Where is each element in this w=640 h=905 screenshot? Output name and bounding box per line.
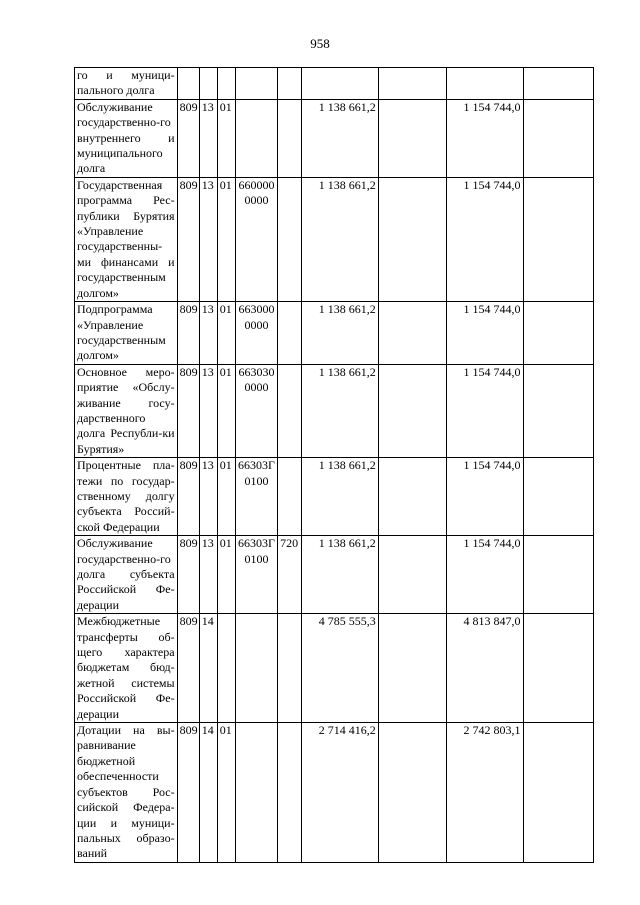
row-empty-cell [523, 614, 593, 723]
row-target-article [235, 723, 277, 863]
row-empty-cell [378, 68, 446, 100]
row-subsection-code: 01 [217, 723, 235, 863]
row-empty-cell [523, 68, 593, 100]
row-section-code: 13 [199, 302, 217, 365]
row-sum-year-2: 1 154 744,0 [447, 536, 523, 614]
row-empty-cell [378, 177, 446, 301]
row-expense-type: 720 [278, 536, 302, 614]
row-sum-year-1: 1 138 661,2 [302, 536, 378, 614]
row-section-code: 13 [199, 99, 217, 177]
table-row [75, 99, 594, 177]
row-section-code: 13 [199, 458, 217, 536]
row-sum-year-1: 1 138 661,2 [302, 458, 378, 536]
row-sum-year-2 [447, 68, 523, 100]
row-sum-year-2: 1 154 744,0 [447, 458, 523, 536]
page-number: 958 [310, 36, 330, 51]
row-name: Дотации на вы-равнивание бюджетной обеспеченности субъектов Рос-сийской Федера-ции и муници-пальных образо-ваний [75, 723, 178, 863]
row-sum-year-2: 2 742 803,1 [447, 723, 523, 863]
row-target-article [235, 614, 277, 723]
row-target-article [235, 68, 277, 100]
row-sum-year-1: 1 138 661,2 [302, 177, 378, 301]
row-expense-type [278, 364, 302, 457]
row-subsection-code: 01 [217, 536, 235, 614]
row-empty-cell [523, 364, 593, 457]
table-row [75, 614, 594, 723]
row-gl-code: 809 [177, 536, 199, 614]
row-subsection-code [217, 614, 235, 723]
row-empty-cell [523, 302, 593, 365]
row-empty-cell [378, 302, 446, 365]
table-row [75, 364, 594, 457]
row-empty-cell [378, 458, 446, 536]
row-empty-cell [378, 536, 446, 614]
row-sum-year-1: 1 138 661,2 [302, 364, 378, 457]
row-sum-year-1: 4 785 555,3 [302, 614, 378, 723]
row-section-code: 14 [199, 614, 217, 723]
row-sum-year-1: 1 138 661,2 [302, 99, 378, 177]
row-subsection-code: 01 [217, 458, 235, 536]
row-target-article: 663000 0000 [235, 302, 277, 365]
row-target-article: 663030 0000 [235, 364, 277, 457]
row-expense-type [278, 177, 302, 301]
row-sum-year-2: 4 813 847,0 [447, 614, 523, 723]
row-section-code: 14 [199, 723, 217, 863]
row-empty-cell [523, 723, 593, 863]
row-gl-code: 809 [177, 99, 199, 177]
row-empty-cell [523, 99, 593, 177]
row-section-code: 13 [199, 364, 217, 457]
row-empty-cell [378, 99, 446, 177]
table-row [75, 68, 594, 100]
row-gl-code: 809 [177, 177, 199, 301]
table-row [75, 536, 594, 614]
row-name: го и муници-пального долга [75, 68, 178, 100]
row-name: Обслуживание государственно-го долга субъекта Российской Фе-дерации [75, 536, 178, 614]
row-sum-year-2: 1 154 744,0 [447, 99, 523, 177]
row-sum-year-2: 1 154 744,0 [447, 302, 523, 365]
row-target-article [235, 99, 277, 177]
row-subsection-code: 01 [217, 364, 235, 457]
row-empty-cell [523, 458, 593, 536]
row-gl-code: 809 [177, 458, 199, 536]
row-subsection-code: 01 [217, 99, 235, 177]
row-expense-type [278, 614, 302, 723]
row-section-code [199, 68, 217, 100]
row-name: Межбюджетные трансферты об-щего характера бюджетам бюд-жетной системы Российской Фе-дерации [75, 614, 178, 723]
row-empty-cell [378, 723, 446, 863]
row-sum-year-1: 1 138 661,2 [302, 302, 378, 365]
table-row [75, 177, 594, 301]
budget-table [74, 67, 594, 863]
row-target-article: 66303Г 0100 [235, 536, 277, 614]
row-gl-code: 809 [177, 302, 199, 365]
row-empty-cell [523, 177, 593, 301]
row-expense-type [278, 68, 302, 100]
row-expense-type [278, 302, 302, 365]
row-name: Основное меро-приятие «Обслу-живание госу-дарственного долга Республи-ки Бурятия» [75, 364, 178, 457]
row-empty-cell [523, 536, 593, 614]
row-sum-year-2: 1 154 744,0 [447, 364, 523, 457]
row-gl-code: 809 [177, 723, 199, 863]
table-row [75, 302, 594, 365]
row-subsection-code: 01 [217, 177, 235, 301]
row-expense-type [278, 723, 302, 863]
row-sum-year-1 [302, 68, 378, 100]
row-section-code: 13 [199, 177, 217, 301]
row-subsection-code: 01 [217, 302, 235, 365]
row-sum-year-1: 2 714 416,2 [302, 723, 378, 863]
row-gl-code [177, 68, 199, 100]
row-sum-year-2: 1 154 744,0 [447, 177, 523, 301]
row-expense-type [278, 99, 302, 177]
table-row [75, 723, 594, 863]
row-empty-cell [378, 364, 446, 457]
row-gl-code: 809 [177, 614, 199, 723]
row-gl-code: 809 [177, 364, 199, 457]
row-target-article: 660000 0000 [235, 177, 277, 301]
row-target-article: 66303Г 0100 [235, 458, 277, 536]
row-name: Обслуживание государственно-го внутреннего и муниципального долга [75, 99, 178, 177]
row-expense-type [278, 458, 302, 536]
row-name: Процентные пла-тежи по государ-ственному долгу субъекта Россий-ской Федерации [75, 458, 178, 536]
row-section-code: 13 [199, 536, 217, 614]
row-name: Подпрограмма «Управление государственным долгом» [75, 302, 178, 365]
row-empty-cell [378, 614, 446, 723]
row-name: Государственная программа Рес-публики Бурятия «Управление государственны-ми финансами и государственным долгом» [75, 177, 178, 301]
table-row [75, 458, 594, 536]
row-subsection-code [217, 68, 235, 100]
